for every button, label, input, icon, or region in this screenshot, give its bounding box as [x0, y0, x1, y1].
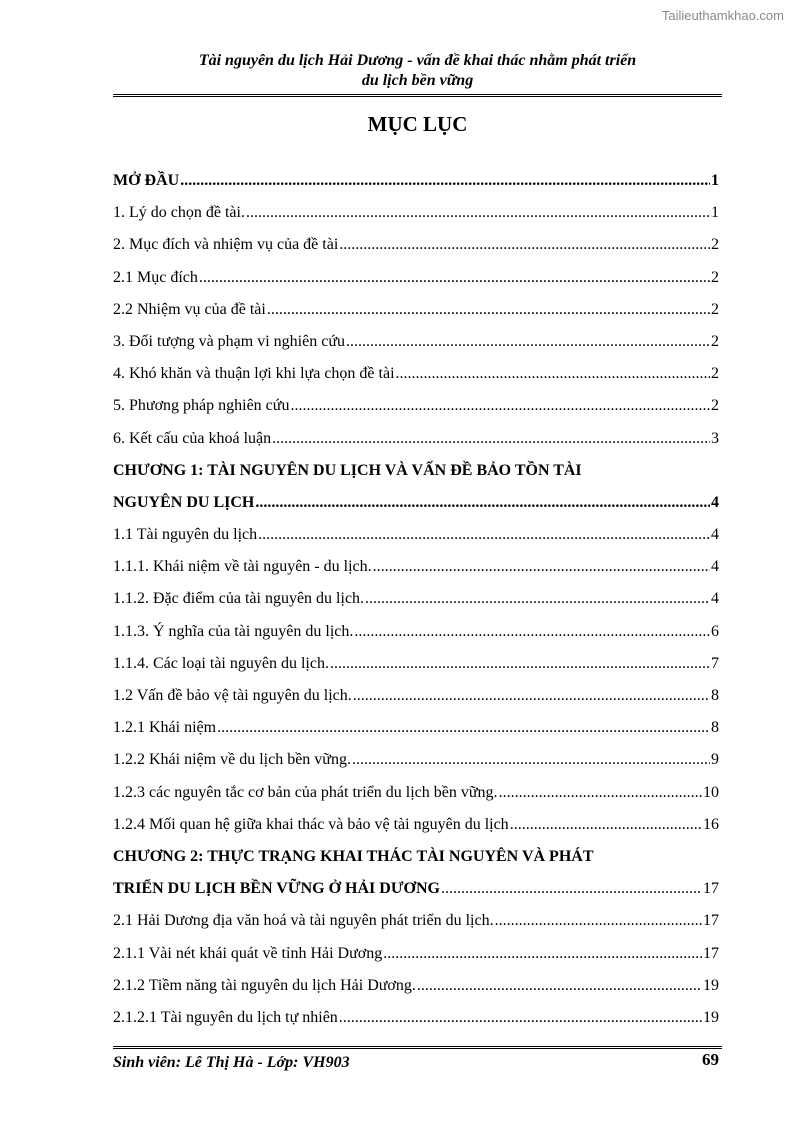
toc-entry-label: MỞ ĐẦU [113, 172, 180, 189]
toc-dot-leader [352, 747, 710, 773]
toc-entry[interactable] [113, 554, 719, 586]
toc-entry-page: 2 [711, 268, 719, 286]
toc-dot-leader [339, 232, 710, 258]
toc-entry-label: 2. Mục đích và nhiệm vụ của đề tài [113, 236, 339, 254]
toc-entry-page: 17 [703, 880, 719, 898]
toc-dot-leader [353, 683, 710, 709]
toc-entry-label: 5. Phương pháp nghiên cứu [113, 397, 290, 415]
toc-entry-label: 2.1 Mục đích [113, 268, 198, 286]
toc-dot-leader [217, 715, 710, 741]
toc-entry-label: 6. Kết cấu của khoá luận [113, 429, 272, 447]
toc-entry-page: 16 [703, 815, 719, 833]
toc-entry-label: 1.2.4 Mối quan hệ giữa khai thác và bảo vệ tài nguyên du lịch [113, 815, 509, 833]
toc-dot-leader [499, 780, 702, 806]
toc-entry-label: 2.2 Nhiệm vụ của đề tài [113, 300, 266, 318]
toc-entry-page: 6 [711, 622, 719, 640]
toc-dot-leader [272, 426, 710, 452]
toc-dot-leader [290, 393, 710, 419]
footer-page-number: 69 [702, 1050, 719, 1069]
toc-entry-label: 2.1 Hải Dương địa văn hoá và tài nguyên phát triển du lịch. [113, 912, 494, 930]
toc-entry-label: 1.1.1. Khái niệm về tài nguyên - du lịch. [113, 558, 372, 576]
toc-dot-leader [495, 908, 702, 934]
toc-entry[interactable] [113, 329, 719, 361]
toc-entry-label: 1.2.3 các nguyên tắc cơ bản của phát triển du lịch bền vững. [113, 783, 498, 801]
toc-dot-leader [258, 522, 710, 548]
toc-entry-label: 1.1.2. Đặc điểm của tài nguyên du lịch. [113, 590, 365, 608]
toc-entry-page: 8 [711, 719, 719, 737]
footer-student-info: Sinh viên: Lê Thị Hà - Lớp: VH903 [113, 1054, 350, 1071]
toc-dot-leader [339, 1005, 702, 1031]
toc-dot-leader [180, 168, 710, 194]
toc-entry-page: 1 [711, 204, 719, 222]
toc-entry[interactable] [113, 490, 719, 522]
toc-dot-leader [373, 554, 710, 580]
toc-entry[interactable] [113, 941, 719, 973]
toc-entry-label: 1.1 Tài nguyên du lịch [113, 526, 258, 544]
toc-entry[interactable] [113, 361, 719, 393]
toc-entry-label: 2.1.1 Vài nét khái quát về tỉnh Hải Dương [113, 944, 383, 962]
toc-entry-label: NGUYÊN DU LỊCH [113, 493, 255, 511]
toc-entry-page: 2 [711, 236, 719, 254]
toc-entry-page: 4 [711, 526, 719, 544]
toc-entry[interactable] [113, 747, 719, 779]
toc-entry-label: 1.1.4. Các loại tài nguyên du lịch. [113, 654, 329, 672]
table-of-contents [113, 168, 719, 1037]
toc-entry[interactable] [113, 619, 719, 651]
toc-entry-page: 19 [703, 976, 719, 994]
toc-entry-label: 1.2.2 Khái niệm về du lịch bền vững. [113, 751, 351, 769]
toc-entry[interactable] [113, 876, 719, 908]
toc-entry-label: 1.2.1 Khái niệm [113, 719, 217, 737]
toc-entry-label: 1. Lý do chọn đề tài. [113, 204, 245, 222]
toc-dot-leader [330, 651, 710, 677]
toc-entry[interactable] [113, 780, 719, 812]
toc-dot-leader [346, 329, 710, 355]
toc-entry-page: 2 [711, 397, 719, 415]
toc-entry-label: 2.1.2.1 Tài nguyên du lịch tự nhiên [113, 1008, 338, 1026]
toc-entry[interactable] [113, 586, 719, 618]
toc-entry-label: 1.1.3. Ý nghĩa của tài nguyên du lịch. [113, 622, 354, 640]
toc-entry-page: 1 [711, 172, 719, 189]
toc-dot-leader [354, 619, 710, 645]
toc-dot-leader [441, 876, 702, 902]
toc-entry[interactable] [113, 908, 719, 940]
toc-entry-page: 2 [711, 332, 719, 350]
toc-chapter-heading: CHƯƠNG 2: THỰC TRẠNG KHAI THÁC TÀI NGUYÊN VÀ PHÁT [113, 847, 594, 865]
toc-entry[interactable] [113, 426, 719, 458]
toc-entry-label: 1.2 Vấn đề bảo vệ tài nguyên du lịch. [113, 687, 352, 704]
toc-entry[interactable] [113, 812, 719, 844]
toc-entry-page: 17 [703, 944, 719, 962]
toc-entry[interactable] [113, 522, 719, 554]
toc-entry[interactable] [113, 232, 719, 264]
toc-dot-leader [510, 812, 702, 838]
toc-dot-leader [255, 490, 710, 516]
header-divider [113, 94, 722, 97]
toc-entry[interactable] [113, 683, 719, 715]
toc-entry-page: 8 [711, 687, 719, 704]
toc-entry[interactable] [113, 715, 719, 747]
watermark: Tailieuthamkhao.com [661, 8, 784, 23]
toc-entry[interactable] [113, 297, 719, 329]
page-title: MỤC LỤC [367, 112, 468, 136]
toc-entry-label: 2.1.2 Tiềm năng tài nguyên du lịch Hải Dương. [113, 976, 416, 994]
toc-dot-leader [417, 973, 702, 999]
toc-entry-page: 10 [703, 783, 719, 801]
toc-entry-page: 9 [711, 751, 719, 769]
toc-entry[interactable] [113, 1005, 719, 1037]
toc-entry-page: 19 [703, 1008, 719, 1026]
footer-divider [113, 1046, 722, 1049]
header-line-2: du lịch bền vững [361, 72, 474, 89]
toc-entry[interactable] [113, 393, 719, 425]
running-header [113, 51, 722, 91]
toc-dot-leader [383, 941, 702, 967]
toc-entry-page: 2 [711, 300, 719, 318]
toc-entry-page: 7 [711, 654, 719, 672]
toc-entry[interactable] [113, 168, 719, 200]
toc-dot-leader [396, 361, 710, 387]
toc-entry-label: TRIỂN DU LỊCH BỀN VỮNG Ở HẢI DƯƠNG [113, 880, 440, 898]
toc-entry[interactable] [113, 973, 719, 1005]
toc-entry-page: 17 [703, 912, 719, 930]
toc-entry-page: 4 [711, 493, 719, 511]
toc-dot-leader [246, 200, 710, 226]
toc-dot-leader [365, 586, 710, 612]
toc-entry-page: 3 [711, 429, 719, 447]
toc-entry-page: 4 [711, 590, 719, 608]
toc-entry-page: 4 [711, 558, 719, 576]
toc-entry[interactable] [113, 200, 719, 232]
toc-chapter-heading: CHƯƠNG 1: TÀI NGUYÊN DU LỊCH VÀ VẤN ĐỀ BẢO TỒN TÀI [113, 461, 582, 479]
toc-entry[interactable] [113, 265, 719, 297]
toc-entry-page: 2 [711, 365, 719, 383]
toc-entry-label: 3. Đối tượng và phạm vi nghiên cứu [113, 332, 345, 350]
toc-dot-leader [267, 297, 710, 323]
header-line-1: Tài nguyên du lịch Hải Dương - vấn đề khai thác nhằm phát triển [198, 52, 637, 69]
toc-entry[interactable] [113, 651, 719, 683]
toc-dot-leader [199, 265, 710, 291]
toc-entry-label: 4. Khó khăn và thuận lợi khi lựa chọn đề tài [113, 365, 395, 383]
